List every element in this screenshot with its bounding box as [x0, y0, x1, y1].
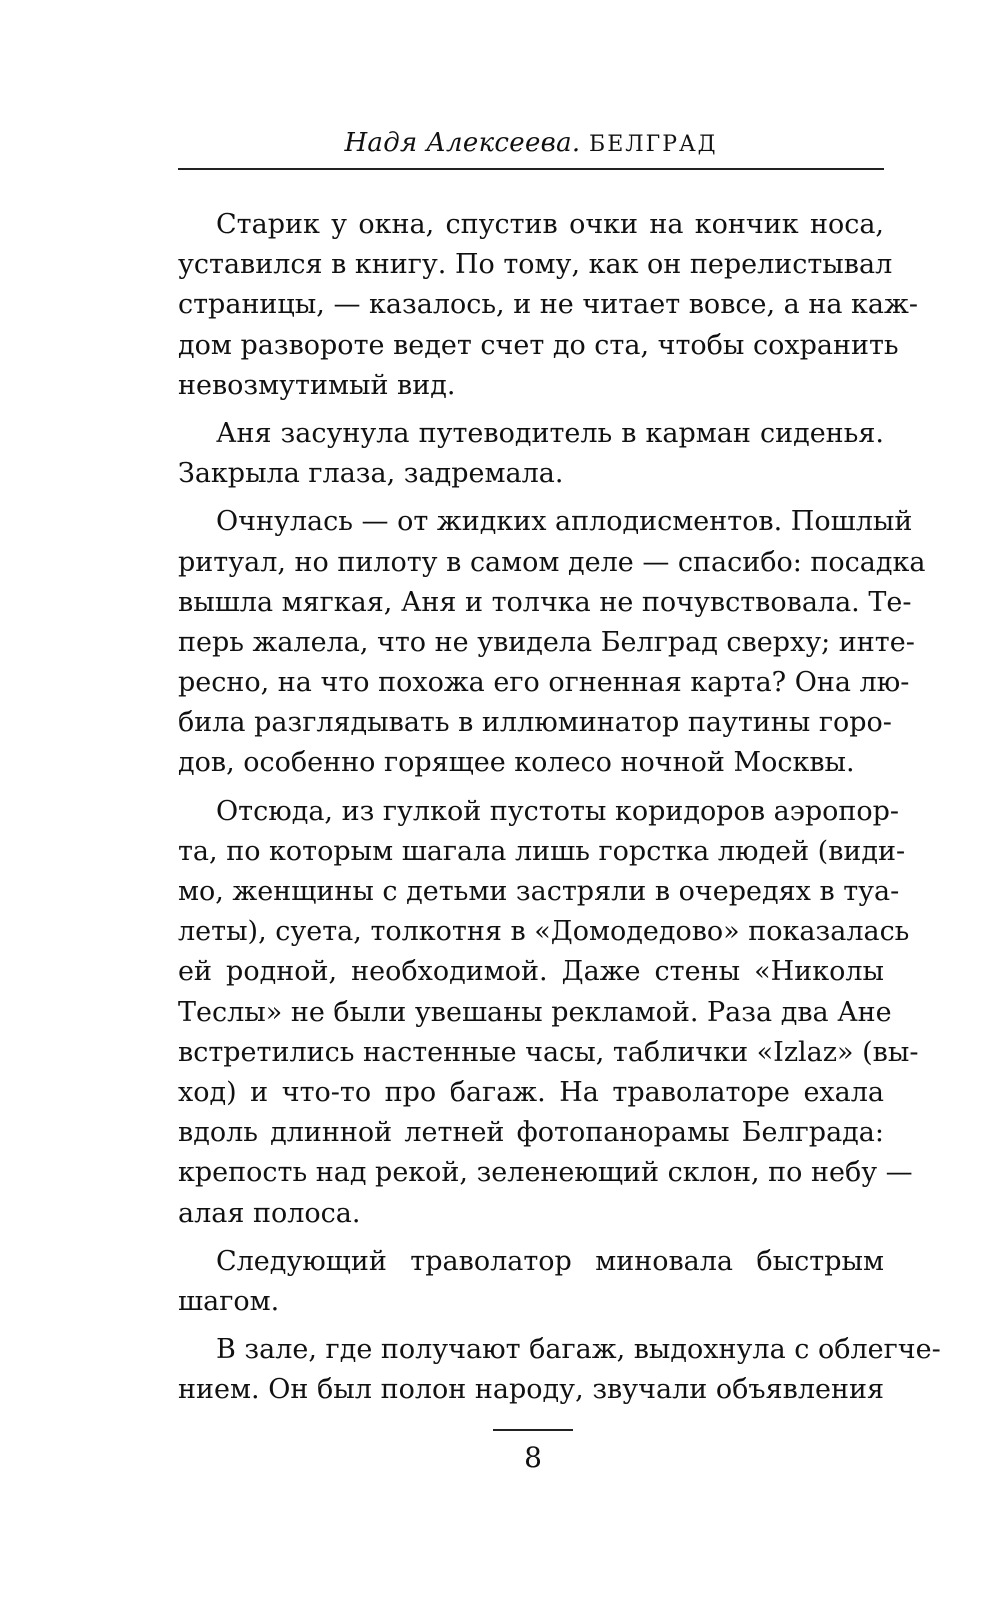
text-line: крепость над рекой, зеленеющий склон, по небу —	[178, 1157, 913, 1189]
header-rule	[178, 168, 884, 170]
body-text	[178, 205, 941, 1410]
text-line: перь жалела, что не увидела Белград сверху; инте-	[178, 626, 915, 658]
text-line: нием. Он был полон народу, звучали объявления	[178, 1374, 884, 1406]
text-line: ритуал, но пилоту в самом деле — спасибо: посадка	[178, 546, 926, 578]
text-line: вдоль длинной летней фотопанорамы Белграда:	[178, 1117, 884, 1149]
text-line: Очнулась — от жидких аплодисментов. Пошлый	[216, 506, 913, 538]
text-line: Следующий траволатор миновала быстрым	[216, 1245, 884, 1277]
text-line: дом развороте ведет счет до ста, чтобы сохранить	[178, 329, 899, 361]
running-head	[178, 126, 884, 162]
text-line: Теслы» не были увешаны рекламой. Раза два Ане	[178, 996, 892, 1028]
text-line: Закрыла глаза, задремала.	[178, 458, 564, 490]
text-line: В зале, где получают багаж, выдохнула с облегче-	[216, 1334, 941, 1366]
folio-rule	[493, 1429, 573, 1431]
text-line: вышла мягкая, Аня и толчка не почувствовала. Те-	[178, 586, 912, 618]
running-head-author: Надя Алексеева.	[344, 128, 581, 158]
text-line: алая полоса.	[178, 1197, 361, 1229]
text-line: Аня засунула путеводитель в карман сиденья.	[216, 417, 884, 449]
text-line: ресно, на что похожа его огненная карта? Она лю-	[178, 667, 910, 699]
text-line: Отсюда, из гулкой пустоты коридоров аэропор-	[216, 795, 900, 827]
text-line: мо, женщины с детьми застряли в очередях в туа-	[178, 876, 900, 907]
text-line: леты), суета, толкотня в «Домодедово» показалась	[178, 916, 910, 948]
text-line: страницы, — казалось, и не читает вовсе, а на каж-	[178, 289, 918, 321]
text-line: била разглядывать в иллюминатор паутины горо-	[178, 707, 892, 739]
running-head-title: БЕЛГРАД	[589, 132, 718, 157]
page-number: 8	[524, 1441, 542, 1474]
text-line: Старик у окна, спустив очки на кончик носа,	[216, 209, 884, 240]
text-line: ход) и что-то про багаж. На траволаторе ехала	[178, 1076, 884, 1108]
text-line: та, по которым шагала лишь горстка людей (види-	[178, 835, 906, 867]
text-line: уставился в книгу. По тому, как он перелистывал	[178, 249, 893, 281]
text-line: шагом.	[178, 1285, 280, 1317]
text-line: дов, особенно горящее колесо ночной Москвы.	[178, 747, 855, 779]
text-line: невозмутимый вид.	[178, 369, 456, 401]
text-line: встретились настенные часы, таблички «Izlaz» (вы-	[178, 1036, 919, 1068]
text-line: ей родной, необходимой. Даже стены «Николы	[178, 956, 884, 988]
